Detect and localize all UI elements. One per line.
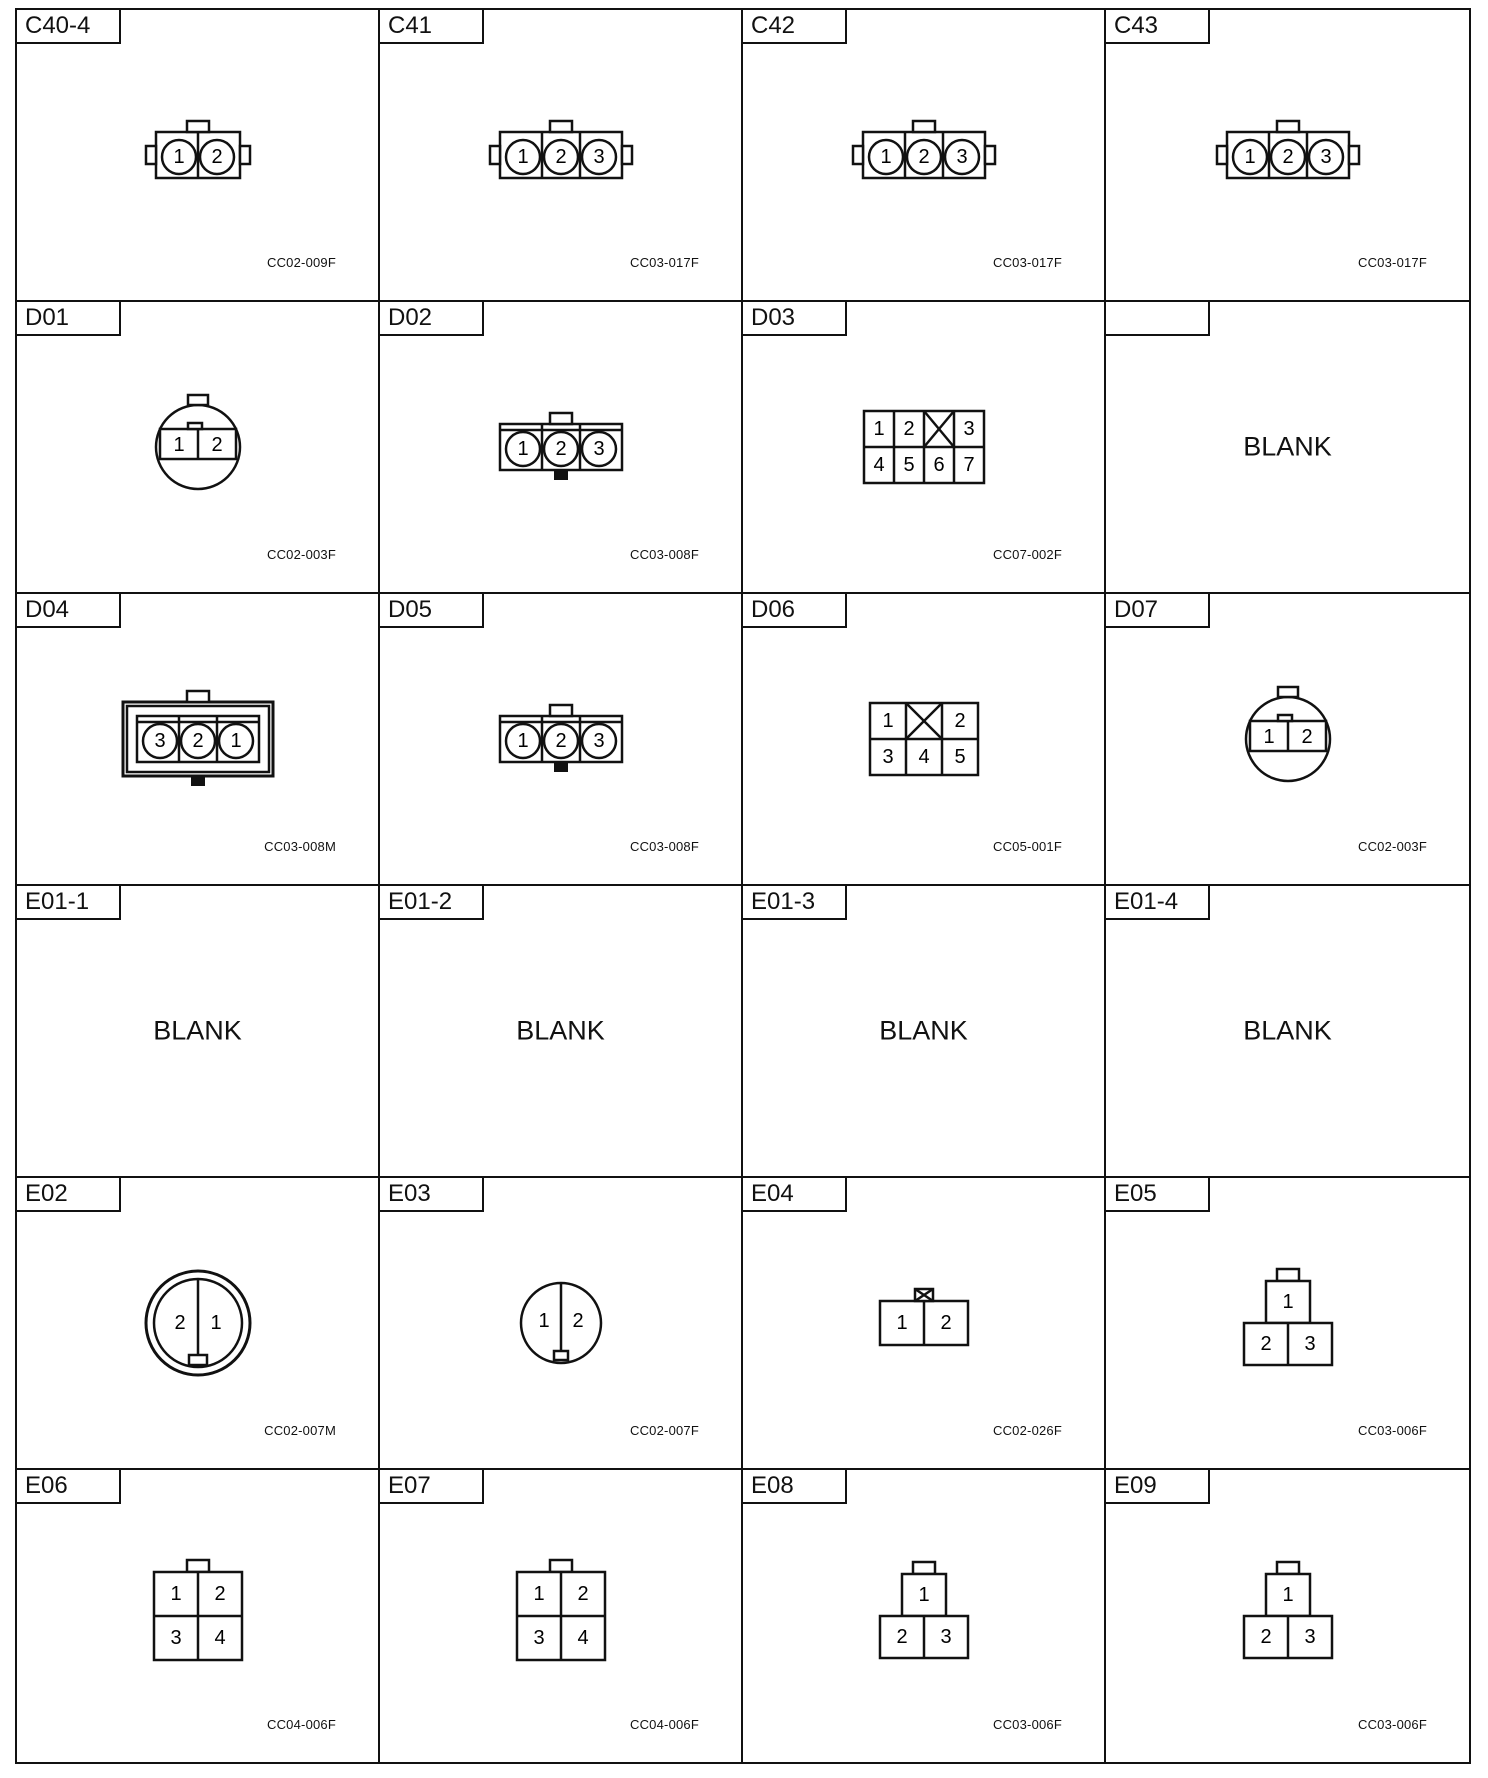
connector-id-label — [1106, 302, 1210, 336]
pin-1: 1 — [532, 1583, 545, 1605]
connector-cell — [17, 594, 380, 886]
pin-1: 1 — [895, 1312, 908, 1334]
connector-cell — [17, 1178, 380, 1470]
connector-id-label: E01-4 — [1106, 886, 1210, 920]
connector-id-label: E01-2 — [380, 886, 484, 920]
connector-cell — [17, 302, 380, 594]
connector-id-label: E04 — [743, 1178, 847, 1212]
connector-part-code: CC02-003F — [1358, 839, 1427, 854]
pin-4: 4 — [872, 454, 885, 476]
pin-3: 3 — [962, 418, 975, 440]
pin-2: 2 — [554, 146, 567, 168]
pin-1: 1 — [872, 418, 885, 440]
pin-3: 3 — [532, 1627, 545, 1649]
connector-cell — [1106, 302, 1469, 594]
connector-part-code: CC02-007M — [264, 1423, 336, 1438]
connector-id-label: E03 — [380, 1178, 484, 1212]
connector-part-code: CC03-006F — [1358, 1717, 1427, 1732]
connector-cell — [743, 886, 1106, 1178]
pin-3: 3 — [592, 730, 605, 752]
pin-1: 1 — [229, 730, 242, 752]
connector-id-label: E01-3 — [743, 886, 847, 920]
connector-cell — [380, 1178, 743, 1470]
pin-2: 2 — [213, 1583, 226, 1605]
connector-id-label: E05 — [1106, 1178, 1210, 1212]
pin-5: 5 — [902, 454, 915, 476]
pin-1: 1 — [537, 1310, 550, 1332]
connector-part-code: CC03-017F — [1358, 255, 1427, 270]
connector-face-square4 — [461, 1541, 661, 1691]
connector-part-code: CC04-006F — [267, 1717, 336, 1732]
connector-face-circle-split — [98, 372, 298, 522]
pin-1: 1 — [516, 438, 529, 460]
connector-part-code: CC05-001F — [993, 839, 1062, 854]
connector-face-tee — [1188, 1248, 1388, 1398]
pin-3: 3 — [939, 1626, 952, 1648]
connector-id-label: E07 — [380, 1470, 484, 1504]
connector-id-label: D07 — [1106, 594, 1210, 628]
pin-1: 1 — [169, 1583, 182, 1605]
pin-1: 1 — [516, 146, 529, 168]
pin-2: 2 — [576, 1583, 589, 1605]
connector-face-round-row-bar — [461, 664, 661, 814]
pin-1: 1 — [879, 146, 892, 168]
connector-face-round-row — [1188, 80, 1388, 230]
pin-3: 3 — [592, 146, 605, 168]
connector-part-code: CC07-002F — [993, 547, 1062, 562]
pin-2: 2 — [1300, 726, 1313, 748]
pin-3: 3 — [1303, 1626, 1316, 1648]
connector-cell — [380, 302, 743, 594]
connector-cell — [380, 10, 743, 302]
pin-4: 4 — [576, 1627, 589, 1649]
pin-2: 2 — [571, 1310, 584, 1332]
blank-label: BLANK — [516, 1015, 605, 1046]
connector-face-grid-x2 — [824, 664, 1024, 814]
connector-part-code: CC03-017F — [993, 255, 1062, 270]
pin-1: 1 — [881, 710, 894, 732]
pin-1: 1 — [516, 730, 529, 752]
pin-3: 3 — [169, 1627, 182, 1649]
pin-1: 1 — [172, 146, 185, 168]
connector-cell — [17, 886, 380, 1178]
pin-7: 7 — [962, 454, 975, 476]
pin-2: 2 — [939, 1312, 952, 1334]
connector-part-code: CC02-007F — [630, 1423, 699, 1438]
connector-face-rect-two-x — [824, 1248, 1024, 1398]
pin-2: 2 — [1259, 1333, 1272, 1355]
pin-1: 1 — [1281, 1584, 1294, 1606]
blank-label: BLANK — [1243, 1015, 1332, 1046]
pin-2: 2 — [895, 1626, 908, 1648]
pin-3: 3 — [1303, 1333, 1316, 1355]
connector-id-label: C43 — [1106, 10, 1210, 44]
connector-cell — [1106, 10, 1469, 302]
pin-2: 2 — [554, 438, 567, 460]
connector-cell — [743, 594, 1106, 886]
connector-id-label: C40-4 — [17, 10, 121, 44]
pin-2: 2 — [1281, 146, 1294, 168]
pin-3: 3 — [881, 746, 894, 768]
connector-id-label: E09 — [1106, 1470, 1210, 1504]
pin-4: 4 — [917, 746, 930, 768]
pin-1: 1 — [172, 434, 185, 456]
pin-1: 1 — [1262, 726, 1275, 748]
pin-2: 2 — [917, 146, 930, 168]
pin-3: 3 — [592, 438, 605, 460]
connector-cell — [380, 1470, 743, 1762]
connector-face-round-row-bar — [461, 372, 661, 522]
connector-cell — [1106, 594, 1469, 886]
connector-face-tee — [1188, 1541, 1388, 1691]
connector-part-code: CC03-008M — [264, 839, 336, 854]
pin-2: 2 — [554, 730, 567, 752]
connector-part-code: CC02-003F — [267, 547, 336, 562]
pin-2: 2 — [191, 730, 204, 752]
pin-5: 5 — [953, 746, 966, 768]
connector-face-round-row — [461, 80, 661, 230]
connector-cell — [1106, 1178, 1469, 1470]
connector-id-label: E06 — [17, 1470, 121, 1504]
connector-part-code: CC02-026F — [993, 1423, 1062, 1438]
connector-id-label: D04 — [17, 594, 121, 628]
connector-cell — [17, 10, 380, 302]
pin-2: 2 — [902, 418, 915, 440]
pin-6: 6 — [932, 454, 945, 476]
connector-id-label: C41 — [380, 10, 484, 44]
connector-cell — [17, 1470, 380, 1762]
connector-part-code: CC03-008F — [630, 547, 699, 562]
connector-id-label: D06 — [743, 594, 847, 628]
connector-part-code: CC04-006F — [630, 1717, 699, 1732]
connector-cell — [743, 1178, 1106, 1470]
connector-id-label: D01 — [17, 302, 121, 336]
connector-cell — [380, 594, 743, 886]
connector-cell — [1106, 1470, 1469, 1762]
connector-id-label: C42 — [743, 10, 847, 44]
connector-face-circle-single — [461, 1248, 661, 1398]
connector-face-square4 — [98, 1541, 298, 1691]
connector-part-code: CC03-008F — [630, 839, 699, 854]
connector-id-label: E01-1 — [17, 886, 121, 920]
pin-2: 2 — [1259, 1626, 1272, 1648]
connector-part-code: CC03-006F — [1358, 1423, 1427, 1438]
connector-face-circle-split — [1188, 664, 1388, 814]
connector-cell — [743, 10, 1106, 302]
connector-id-label: D03 — [743, 302, 847, 336]
connector-part-code: CC03-006F — [993, 1717, 1062, 1732]
connector-id-label: E02 — [17, 1178, 121, 1212]
pin-1: 1 — [917, 1584, 930, 1606]
pin-1: 1 — [1243, 146, 1256, 168]
connector-part-code: CC03-017F — [630, 255, 699, 270]
blank-label: BLANK — [879, 1015, 968, 1046]
connector-grid — [15, 8, 1471, 1764]
connector-cell — [1106, 886, 1469, 1178]
connector-face-round-row — [824, 80, 1024, 230]
pin-3: 3 — [153, 730, 166, 752]
blank-label: BLANK — [153, 1015, 242, 1046]
pin-1: 1 — [209, 1312, 222, 1334]
connector-cell — [743, 302, 1106, 594]
pin-3: 3 — [1319, 146, 1332, 168]
pin-2: 2 — [953, 710, 966, 732]
pin-1: 1 — [1281, 1291, 1294, 1313]
pin-2: 2 — [173, 1312, 186, 1334]
pin-3: 3 — [955, 146, 968, 168]
pin-4: 4 — [213, 1627, 226, 1649]
connector-face-tee — [824, 1541, 1024, 1691]
connector-id-label: D05 — [380, 594, 484, 628]
pin-2: 2 — [210, 434, 223, 456]
connector-face-grid-x — [824, 372, 1024, 522]
connector-face-round-row-bar-male — [98, 664, 298, 814]
connector-id-label: E08 — [743, 1470, 847, 1504]
connector-id-label: D02 — [380, 302, 484, 336]
connector-face-round-row — [98, 80, 298, 230]
connector-face-circle-double — [98, 1248, 298, 1398]
blank-label: BLANK — [1243, 431, 1332, 462]
connector-cell — [380, 886, 743, 1178]
pin-2: 2 — [210, 146, 223, 168]
connector-part-code: CC02-009F — [267, 255, 336, 270]
connector-cell — [743, 1470, 1106, 1762]
